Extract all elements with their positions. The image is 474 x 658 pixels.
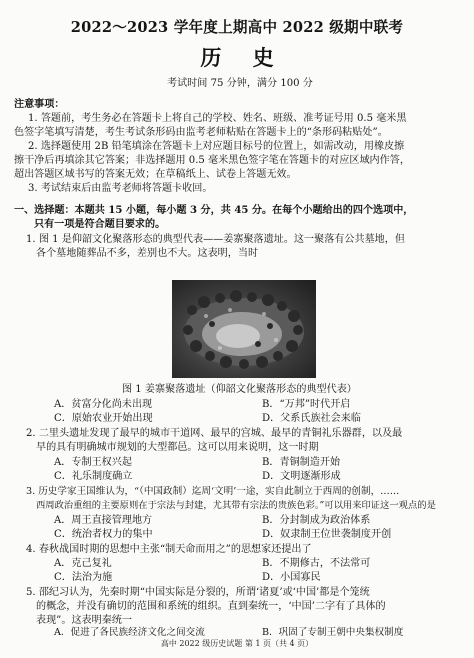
q5-line-3: 表现”。这表明秦统一 bbox=[36, 615, 133, 626]
notes-line-5: 超出答题区域书写的答案无效；在草稿纸上、试卷上答题无效。 bbox=[14, 169, 297, 180]
q1-line-2: 各个墓地随葬品不多，差别也不大。这表明，当时 bbox=[36, 248, 259, 259]
notes-line-4: 擦干净后再填涂其它答案；非选择题用 0.5 毫米黑色签字笔在答题卡的对应区域内作答， bbox=[14, 155, 410, 166]
q5-line-1: 5. 邵纪习认为，先秦时期“中国实际是分裂的，所谓‘诸夏’或‘中国’都是个笼统 bbox=[26, 587, 370, 598]
q1-line-1: 1. 图 1 是仰韶文化聚落形态的典型代表——姜寨聚落遗址。这一聚落有公共墓地，但 bbox=[26, 234, 405, 245]
section-heading-1: 一、选择题：本题共 15 小题，每小题 3 分，共 45 分。在每个小题给出的四个选项中， bbox=[14, 205, 414, 216]
q5-option-a: A．促进了各民族经济文化之间交流 bbox=[54, 627, 205, 638]
q4-option-d: D．小国寡民 bbox=[262, 572, 321, 583]
q4-option-a: A．克己复礼 bbox=[54, 558, 112, 569]
notes-line-3: 2. 选择题使用 2B 铅笔填涂在答题卡上对应题目标号的位置上，如需改动，用橡皮擦 bbox=[28, 141, 405, 152]
q2-line-1: 2. 二里头遗址发现了最早的城市干道网、最早的宫城、最早的青铜礼乐器群，以及最 bbox=[26, 428, 403, 439]
jiangzhai-site-photo bbox=[172, 280, 316, 378]
section-heading-2: 只有一项是符合题目要求的。 bbox=[34, 219, 166, 230]
q5-option-b: B．巩固了专制王朝中央集权制度 bbox=[262, 627, 404, 638]
q1-option-d: D．父系氏族社会来临 bbox=[262, 413, 361, 424]
q4-option-c: C．法治为施 bbox=[54, 572, 113, 583]
q1-option-b: B．“万邦”时代开启 bbox=[262, 399, 351, 410]
q1-figure-caption: 图 1 姜寨聚落遗址（仰韶文化聚落形态的典型代表） bbox=[122, 384, 357, 395]
q1-option-c: C．原始农业开始出现 bbox=[54, 413, 153, 424]
q1-option-a: A．贫富分化尚未出现 bbox=[54, 399, 153, 410]
q3-option-d: D．奴隶制王位世袭制度开创 bbox=[262, 529, 392, 540]
q2-option-a: A．专制王权兴起 bbox=[54, 457, 132, 468]
q2-option-c: C．礼乐制度确立 bbox=[54, 471, 133, 482]
q3-option-c: C．统治者权力的集中 bbox=[54, 529, 153, 540]
q3-option-b: B．分封制成为政治体系 bbox=[262, 515, 371, 526]
exam-time-info: 考试时间 75 分钟，满分 100 分 bbox=[167, 78, 313, 89]
q2-option-b: B．青铜制造开始 bbox=[262, 457, 341, 468]
exam-title: 2022～2023 学年度上期高中 2022 级期中联考 bbox=[70, 19, 404, 36]
q4-option-b: B．不期修古，不法常可 bbox=[262, 558, 371, 569]
notes-line-6: 3. 考试结束后由监考老师将答题卡收回。 bbox=[28, 183, 213, 194]
q4-line-1: 4. 春秋战国时期的思想中主张“制天命而用之”的思想家还提出了 bbox=[26, 544, 312, 555]
q3-option-a: A．周王直接管理地方 bbox=[54, 515, 153, 526]
q2-line-2: 早的具有明确城市规划的大型都邑。这可以用来说明，这一时期 bbox=[36, 442, 319, 453]
notes-line-2: 色签字笔填写清楚，考生考试条形码由监考老师粘贴在答题卡上的“条形码粘贴处”。 bbox=[14, 127, 388, 138]
page-footer: 高中 2022 级历史试题 第 1 页（共 4 页） bbox=[160, 639, 314, 648]
notes-heading: 注意事项： bbox=[14, 99, 65, 110]
q5-line-2: 的概念，并没有确切的范围和系统的组织。直到秦统一，‘中国’二字有了具体的 bbox=[36, 601, 386, 612]
q3-line-2: 西周政治重组的主要原则在于宗法与封建，尤其带有宗法的贵族色彩。”可以用来印证这一观点的是 bbox=[36, 500, 436, 511]
q3-line-1: 3. 历史学家王国维认为，“（中国政制）迄周‘文明’一途，实自此制立于西周的创制，…… bbox=[26, 486, 400, 497]
notes-line-1: 1. 答题前，考生务必在答题卡上将自己的学校、姓名、班级、准考证号用 0.5 毫米黑 bbox=[28, 113, 407, 124]
q2-option-d: D．文明逐渐形成 bbox=[262, 471, 341, 482]
exam-subject: 历 史 bbox=[200, 45, 286, 70]
